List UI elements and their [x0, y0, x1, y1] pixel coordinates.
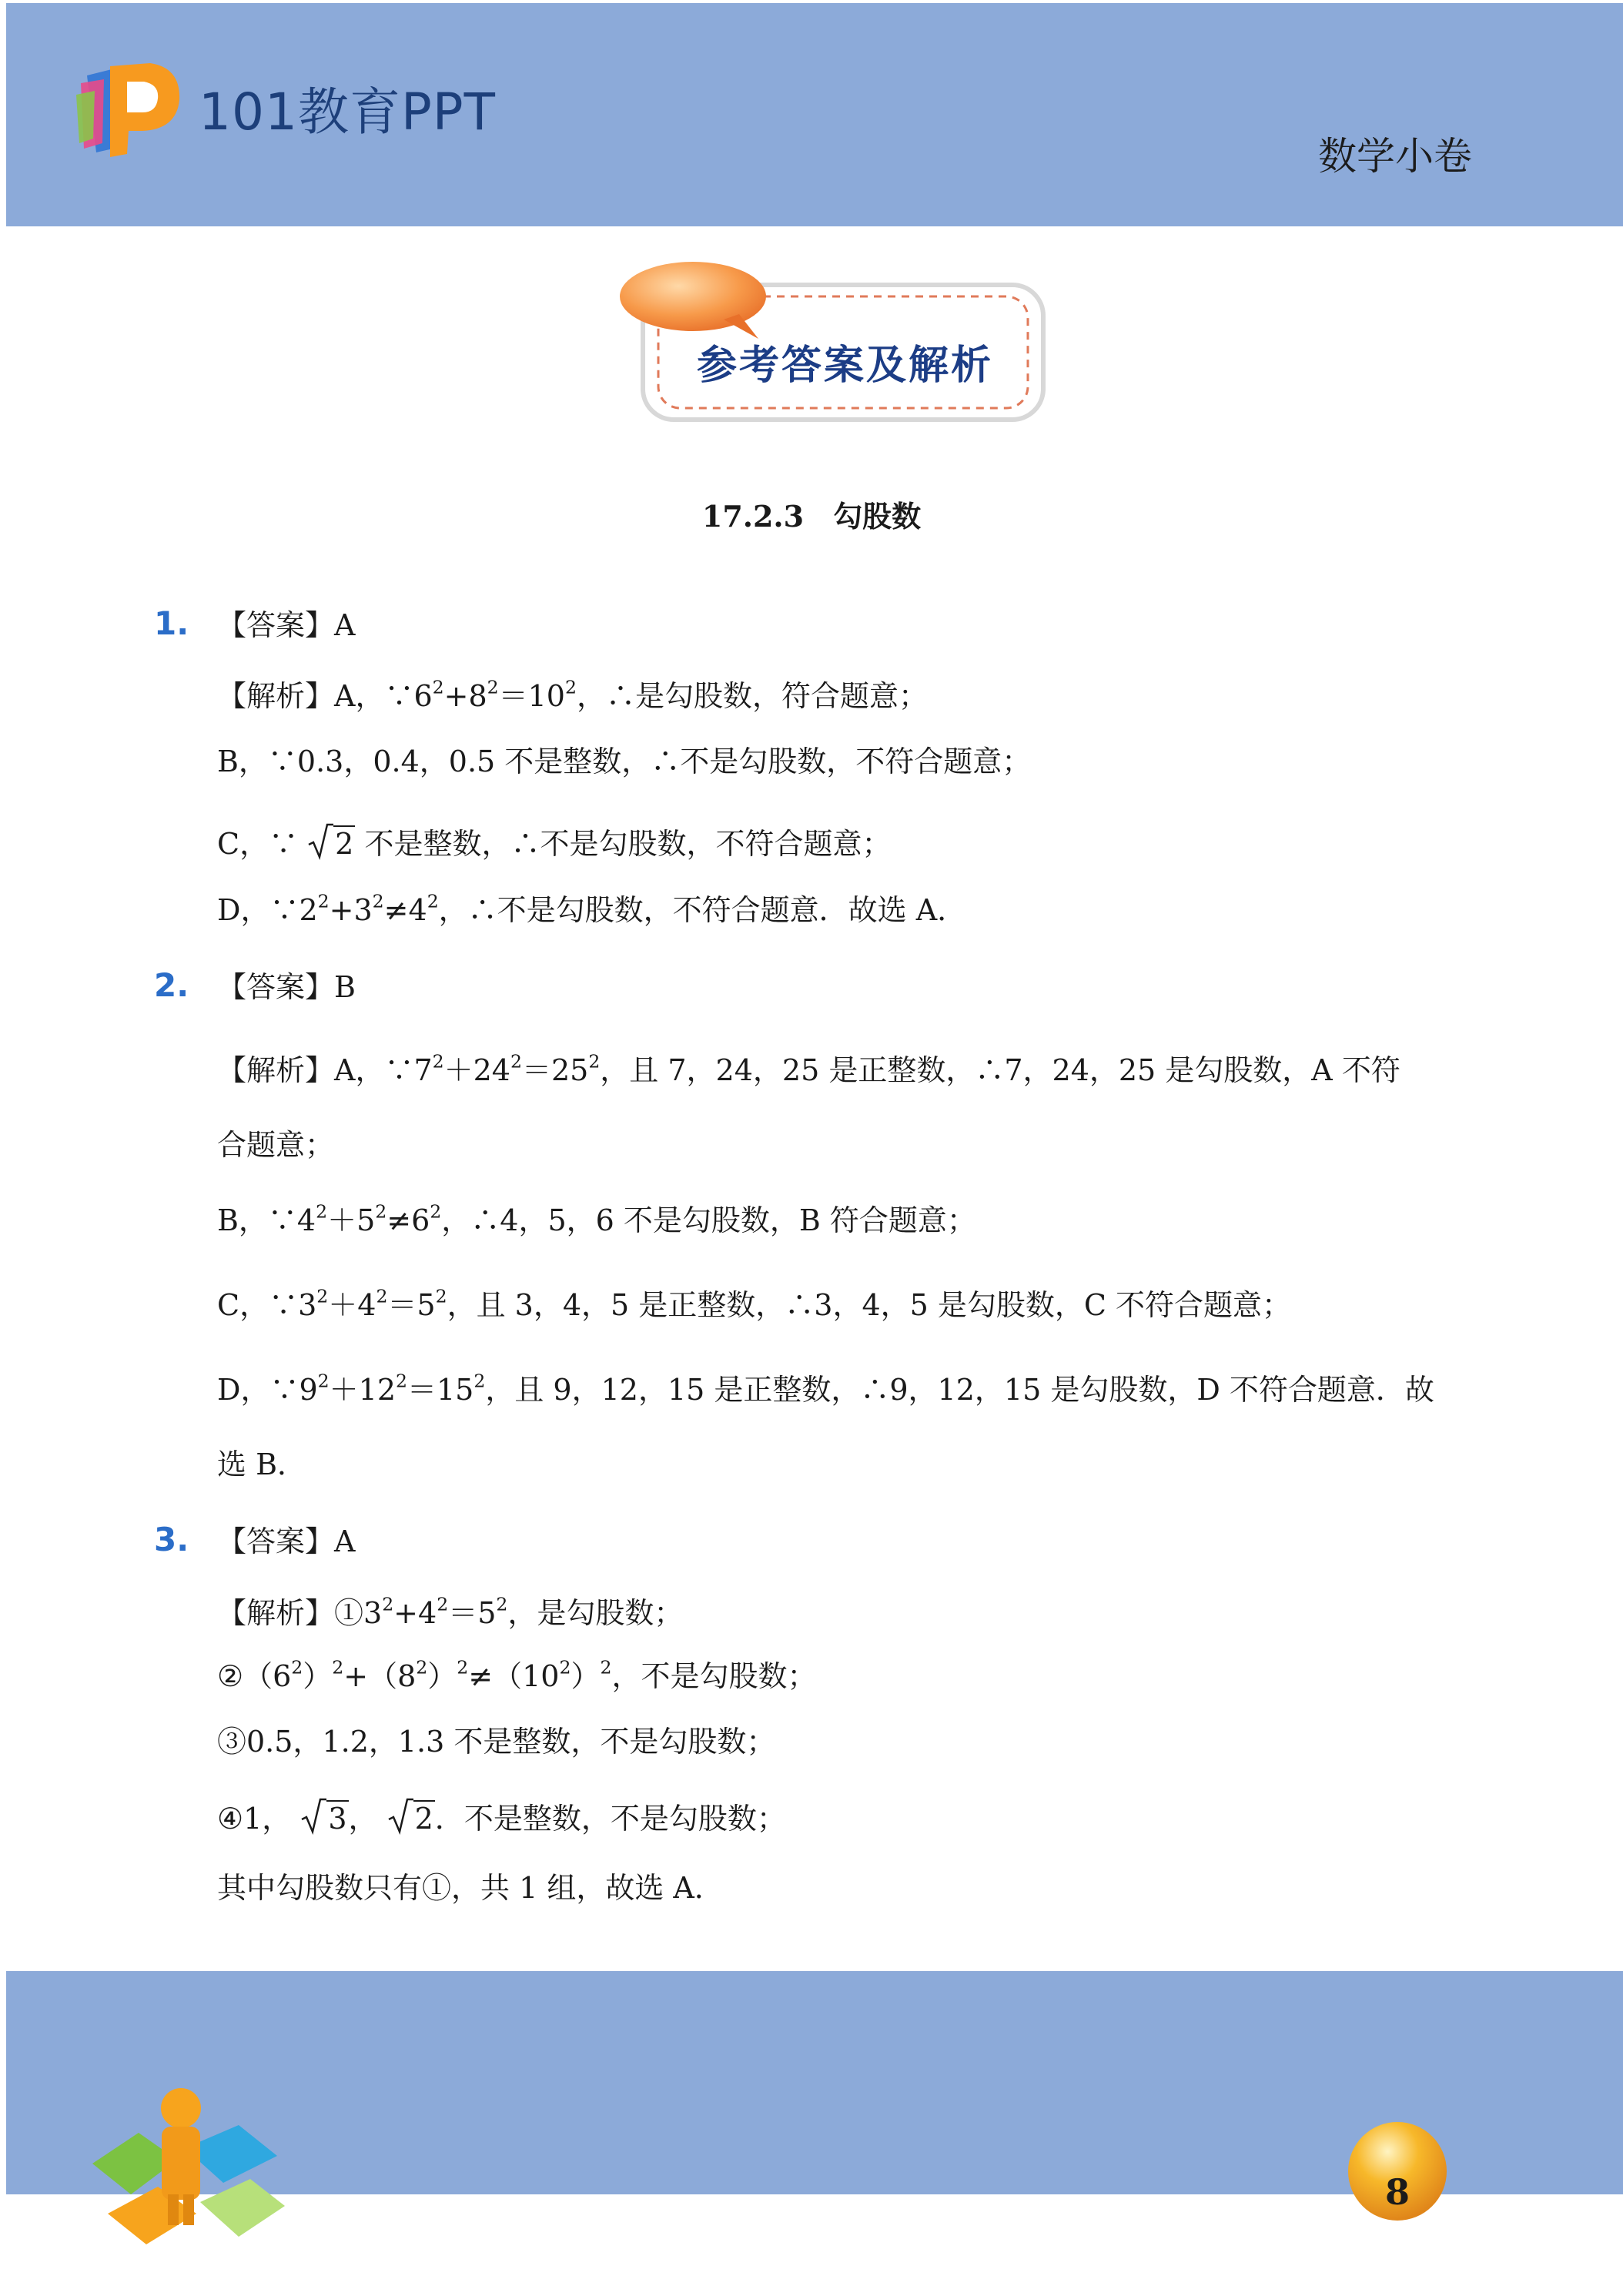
section-title: 17.2.3 勾股数 [701, 499, 922, 534]
q3-analysis-line-5: 其中勾股数只有①，共 1 组，故选 A． [217, 1871, 724, 1905]
question-number-3: 3. [154, 1521, 189, 1558]
q1-answer: 【答案】A [217, 608, 356, 642]
q3-analysis-line-4: ④1， 3， 2．不是整数，不是勾股数； [217, 1796, 786, 1837]
q2-answer: 【答案】B [217, 970, 356, 1004]
question-number-1: 1. [154, 604, 189, 642]
q1-analysis-line-1: 【解析】A，$\because 6^2+8^2=10^2$，∴是勾股数，符合题意； [217, 676, 928, 713]
doc-type-label: 数学小卷 [1318, 134, 1472, 179]
q1-analysis-line-4: D，$\because 2^2+3^2\ne 4^2$，∴不是勾股数，不符合题意．故选 A． [217, 890, 967, 927]
page-number: 8 [1384, 2171, 1410, 2213]
logo-text: 101教育PPT [199, 82, 496, 142]
sqrt-symbol: 2 [387, 1796, 435, 1837]
q2-analysis-line-1-cont: 合题意； [217, 1128, 335, 1162]
q2-analysis-line-3: C，$\because 3^2+4^2=5^2$，且 3，4，5 是正整数，∴3，4，5 是勾股数，C 不符合题意； [217, 1285, 1292, 1322]
badge-title: 参考答案及解析 [697, 343, 994, 389]
logo-icon [73, 52, 189, 160]
question-number-2: 2. [154, 966, 189, 1004]
q1-analysis-line-2: B，∵0.3，0.4，0.5 不是整数，∴不是勾股数，不符合题意； [217, 745, 1032, 778]
q3-analysis-line-3: ③0.5，1.2，1.3 不是整数，不是勾股数； [217, 1725, 776, 1759]
q3-answer: 【答案】A [217, 1525, 356, 1558]
q2-analysis-line-2: B，$\because 4^2+5^2\ne 6^2$，∴4，5，6 不是勾股数，B 符合题意； [217, 1200, 976, 1237]
q2-analysis-line-4: D，$\because 9^2+12^2=15^2$，且 9，12，15 是正整数，∴9，12，15 是勾股数，D 不符合题意．故 [217, 1370, 1434, 1407]
q2-analysis-line-1: 【解析】A，$\because 7^2+24^2=25^2$，且 7，24，25 是正整数，∴7，24，25 是勾股数，A 不符 [217, 1050, 1400, 1087]
footer-figure-icon [85, 2071, 293, 2256]
q3-analysis-line-2: $②(6^2)^2+(8^2)^2\ne(10^2)^2$，不是勾股数； [217, 1656, 817, 1693]
q3-analysis-line-1: 【解析】$①3^2+4^2=5^2$，是勾股数； [217, 1593, 684, 1630]
sqrt-symbol: 2 [307, 822, 355, 862]
sqrt-symbol: 3 [300, 1796, 348, 1837]
q1-analysis-line-3: C，∵ 2 不是整数，∴不是勾股数，不符合题意； [217, 822, 891, 862]
q2-analysis-line-4-cont: 选 B． [217, 1448, 307, 1481]
